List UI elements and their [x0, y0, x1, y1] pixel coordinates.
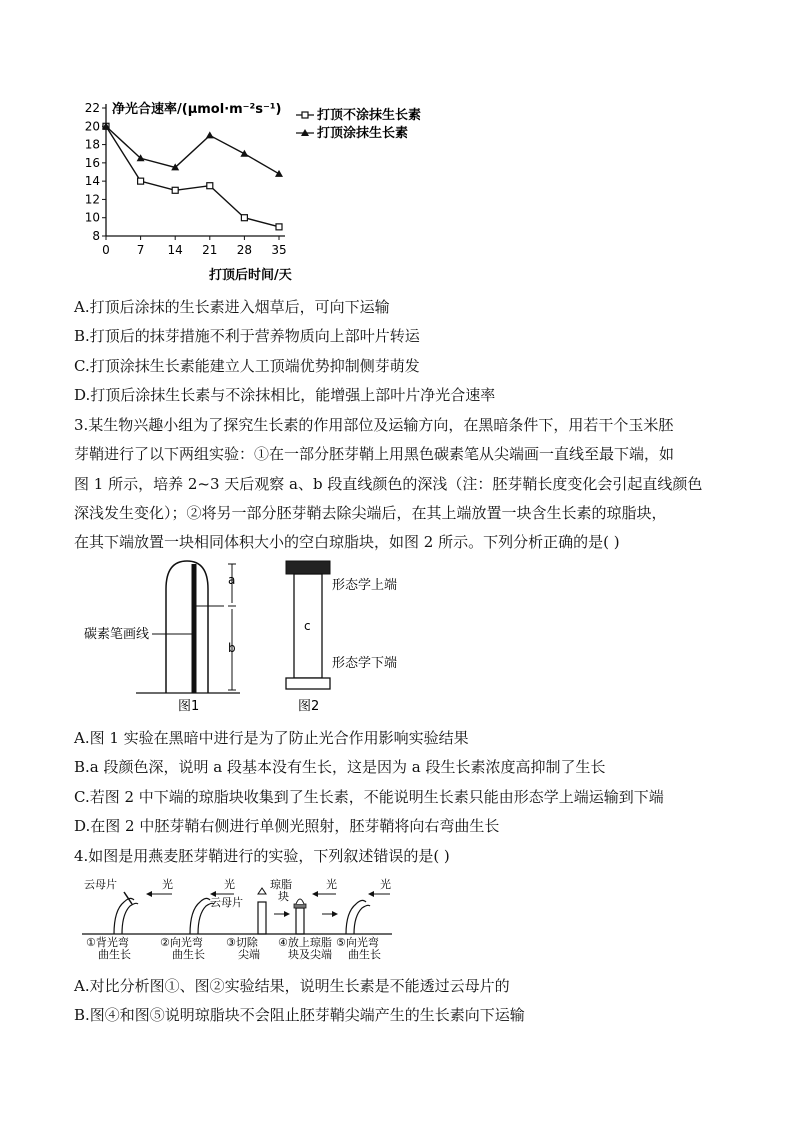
- fig2-blank-agar: [286, 678, 330, 689]
- y-tick-label: 22: [84, 101, 100, 115]
- y-tick-label: 12: [84, 192, 100, 207]
- q4-light-label-4: 光: [380, 878, 391, 891]
- chart-legend: [296, 107, 421, 141]
- chart-axes: [85, 101, 287, 257]
- x-tick-label: 21: [202, 243, 218, 257]
- q4-caption-4a: ④放上琼脂: [278, 936, 332, 949]
- q4-light-label-3: 光: [326, 878, 337, 891]
- q3-option-c: C.若图 2 中下端的琼脂块收集到了生长素，不能说明生长素只能由形态学上端运输到下端: [74, 788, 664, 806]
- q4-caption-4b: 块及尖端: [288, 948, 332, 961]
- y-tick-label: 16: [84, 155, 100, 170]
- x-tick-label: 35: [271, 243, 287, 257]
- fig1-carbon-line-label: 碳素笔画线: [84, 627, 150, 642]
- legend-label-series-1: 打顶不涂抹生长素: [317, 108, 422, 123]
- chart-ylabel: 净光合速率/(μmol·m⁻²s⁻¹): [112, 102, 282, 117]
- y-tick-label: 8: [92, 229, 100, 243]
- q4-light-label-1: 光: [162, 878, 173, 891]
- fig2-top-end-label: 形态学上端: [332, 578, 398, 593]
- q4-caption-2b: 曲生长: [172, 948, 205, 961]
- series-1-point: [172, 187, 178, 193]
- q3-option-d: D.在图 2 中胚芽鞘右侧进行单侧光照射，胚芽鞘将向右弯曲生长: [74, 817, 500, 835]
- q3-stem-line-1: 3.某生物兴趣小组为了探究生长素的作用部位及运输方向，在黑暗条件下，用若干个玉米胚: [74, 416, 674, 434]
- fig2-bottom-end-label: 形态学下端: [332, 656, 398, 671]
- q4-caption-1b: 曲生长: [98, 948, 131, 961]
- q4-light-label-2: 光: [224, 878, 235, 891]
- q2-option-c: C.打顶涂抹生长素能建立人工顶端优势抑制侧芽萌发: [74, 357, 420, 375]
- y-tick-label: 10: [84, 210, 100, 225]
- series-1-point: [138, 178, 144, 184]
- fig1-caption: 图1: [178, 699, 200, 714]
- series-2-point: [240, 150, 248, 157]
- chart-xlabel: 打顶后时间/天: [209, 268, 292, 283]
- q3-stem-line-2: 芽鞘进行了以下两组实验：①在一部分胚芽鞘上用黑色碳素笔从尖端画一直线至最下端，如: [74, 445, 675, 463]
- x-tick-label: 7: [136, 243, 145, 257]
- q3-option-a: A.图 1 实验在黑暗中进行是为了防止光合作用影响实验结果: [74, 729, 469, 747]
- q4-caption-2a: ②向光弯: [160, 936, 203, 949]
- fig2-label-c: c: [304, 619, 311, 633]
- fig2-caption: 图2: [298, 699, 320, 714]
- q4-caption-3b: 尖端: [238, 948, 260, 961]
- photosynthesis-line-chart: [74, 96, 474, 286]
- q4-figure: [74, 874, 404, 961]
- q4-agar-label-2: 块: [278, 890, 289, 903]
- series-1-point: [241, 215, 247, 221]
- chart-svg: [74, 96, 474, 286]
- x-tick-label: 0: [102, 243, 110, 257]
- q4-tip-icon: [258, 888, 266, 894]
- q4-option-a: A.对比分析图①、图②实验结果，说明生长素是不能透过云母片的: [74, 977, 510, 995]
- q4-agar-block: [294, 904, 306, 908]
- legend-marker-square-icon: [302, 112, 308, 118]
- q2-option-b: B.打顶后的抹芽措施不利于营养物质向上部叶片转运: [74, 327, 420, 345]
- series-1-point: [207, 183, 213, 189]
- fig1-coleoptile-outline: [166, 561, 208, 693]
- q4-option-b: B.图④和图⑤说明琼脂块不会阻止胚芽鞘尖端产生的生长素向下运输: [74, 1006, 525, 1024]
- x-tick-label: 28: [236, 243, 253, 257]
- x-tick-label: 14: [167, 243, 183, 257]
- series-1-point: [276, 224, 282, 230]
- series-2-point: [206, 131, 214, 138]
- q4-tip-on-agar: [296, 899, 304, 904]
- q4-caption-1a: ①背光弯: [86, 936, 129, 949]
- legend-label-series-2: 打顶涂抹生长素: [317, 126, 409, 141]
- q4-mica-label-2: 云母片: [210, 896, 243, 909]
- q2-option-d: D.打顶后涂抹生长素与不涂抹相比，能增强上部叶片净光合速率: [74, 386, 496, 404]
- y-tick-label: 14: [84, 174, 100, 189]
- q3-option-b: B.a 段颜色深，说明 a 段基本没有生长，这是因为 a 段生长素浓度高抑制了生长: [74, 758, 606, 776]
- q2-option-a: A.打顶后涂抹的生长素进入烟草后，可向下运输: [74, 298, 390, 316]
- q4-stem: 4.如图是用燕麦胚芽鞘进行的实验，下列叙述错误的是( ): [74, 847, 450, 865]
- q3-stem-line-4: 深浅发生变化）；②将另一部分胚芽鞘去除尖端后，在其上端放置一块含生长素的琼脂块，: [74, 504, 667, 522]
- q4-figure-svg: [74, 874, 404, 961]
- q4-caption-5a: ⑤向光弯: [336, 936, 379, 949]
- q3-figure: [74, 556, 434, 716]
- y-tick-label: 18: [84, 137, 100, 152]
- y-tick-label: 20: [84, 119, 100, 134]
- q4-caption-3a: ③切除: [226, 936, 258, 949]
- q4-caption-5b: 曲生长: [348, 948, 381, 961]
- q4-mica-label-1: 云母片: [84, 878, 117, 891]
- chart-series-group: [102, 122, 283, 230]
- fig1-label-a: a: [228, 573, 236, 587]
- q4-agar-label: 琼脂: [270, 878, 292, 891]
- q4-cut-coleoptile: [258, 902, 266, 934]
- fig1-label-b: b: [228, 641, 236, 655]
- q3-stem-line-5: 在其下端放置一块相同体积大小的空白琼脂块，如图 2 所示。下列分析正确的是( ): [74, 533, 620, 551]
- series-2-point: [275, 170, 283, 177]
- q3-stem-line-3: 图 1 所示，培养 2~3 天后观察 a、b 段直线颜色的深浅（注：胚芽鞘长度变化会引起直线颜色: [74, 475, 703, 493]
- q3-figure-svg: [74, 556, 434, 716]
- q4-coleoptile-4: [296, 908, 304, 934]
- series-line-1: [106, 126, 279, 227]
- fig2-agar-with-auxin: [286, 561, 330, 574]
